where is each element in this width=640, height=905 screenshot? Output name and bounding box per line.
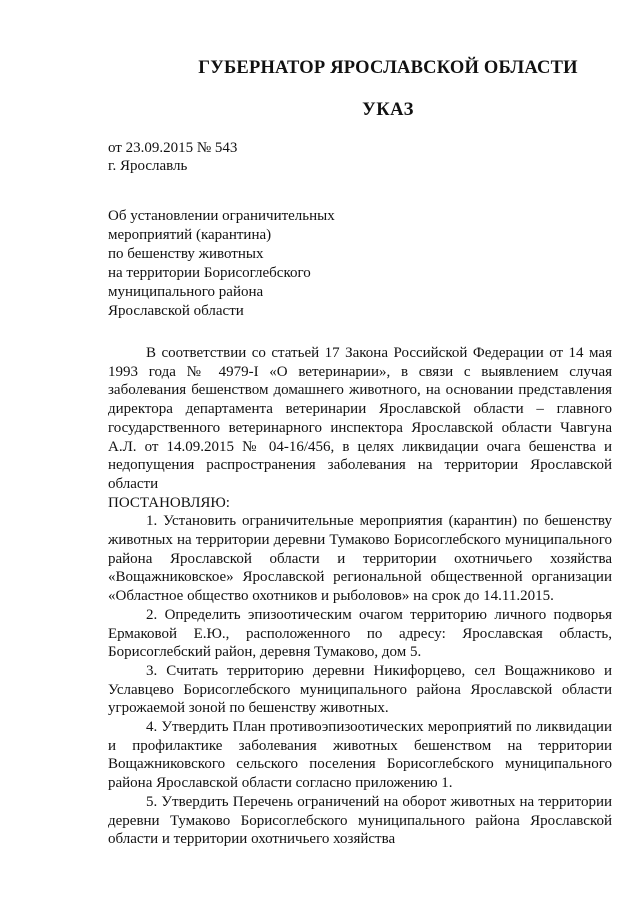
document-meta [108, 139, 237, 175]
subject-line: мероприятий (карантина) [108, 227, 272, 244]
city: г. Ярославль [108, 158, 188, 174]
decree-item-3: 3. Считать территорию деревни Никифорцево, сел Вощажниково и Уславцево Борисоглебского муниципального района Ярославской области угрожаемой зоной по бешенству животных. [108, 662, 612, 717]
subject-line: Об установлении ограничительных [108, 208, 335, 224]
subject-line: Ярославской области [108, 303, 244, 320]
document-subject [108, 207, 335, 322]
decree-item-5: 5. Утвердить Перечень ограничений на оборот животных на территории деревни Тумаково Борисоглебского муниципального района Ярославской области и территории охотничьего хозяйства [108, 793, 612, 848]
subject-line: на территории Борисоглебского [108, 265, 311, 282]
decree-item-4: 4. Утвердить План противоэпизоотических мероприятий по ликвидации и профилактике заболевания животных бешенством на территории Вощажниковского сельского поселения Борисоглебского муниципального района Ярославской области согласно приложению 1. [108, 719, 612, 792]
issuer-title: ГУБЕРНАТОР ЯРОСЛАВСКОЙ ОБЛАСТИ [198, 58, 578, 78]
decree-word: ПОСТАНОВЛЯЮ: [108, 494, 230, 511]
date-number: от 23.09.2015 № 543 [108, 140, 238, 156]
preamble-paragraph: В соответствии со статьей 17 Закона Российской Федерации от 14 мая 1993 года № 4979-I «О ветеринарии», в связи с выявлением случая заболевания бешенством домашнего животного, на основании представления директора департамента ветеринарии Ярославской области – главного государственного ветеринарного инспектора Ярославской области Чавгуна А.Л. от 14.09.2015 № 04-16/456, в целях ликвидации очага бешенства и недопущения распространения заболевания на территории Ярославской области [108, 345, 612, 492]
decree-item-1: 1. Установить ограничительные мероприятия (карантин) по бешенству животных на территории деревни Тумаково Борисоглебского муниципального района Ярославской области и территории охотничьего хозяйства «Вощажниковское» Ярославской региональной общественной организации «Областное общество охотников и рыболовов» на срок до 14.11.2015. [108, 513, 612, 605]
decree-item-2: 2. Определить эпизоотическим очагом территорию личного подворья Ермаковой Е.Ю., расположенного по адресу: Ярославская область, Борисоглебский район, деревня Тумаково, дом 5. [108, 606, 612, 661]
document-type: УКАЗ [362, 100, 414, 120]
subject-line: муниципального района [108, 284, 264, 301]
subject-line: по бешенству животных [108, 246, 264, 263]
document-body [108, 344, 612, 849]
